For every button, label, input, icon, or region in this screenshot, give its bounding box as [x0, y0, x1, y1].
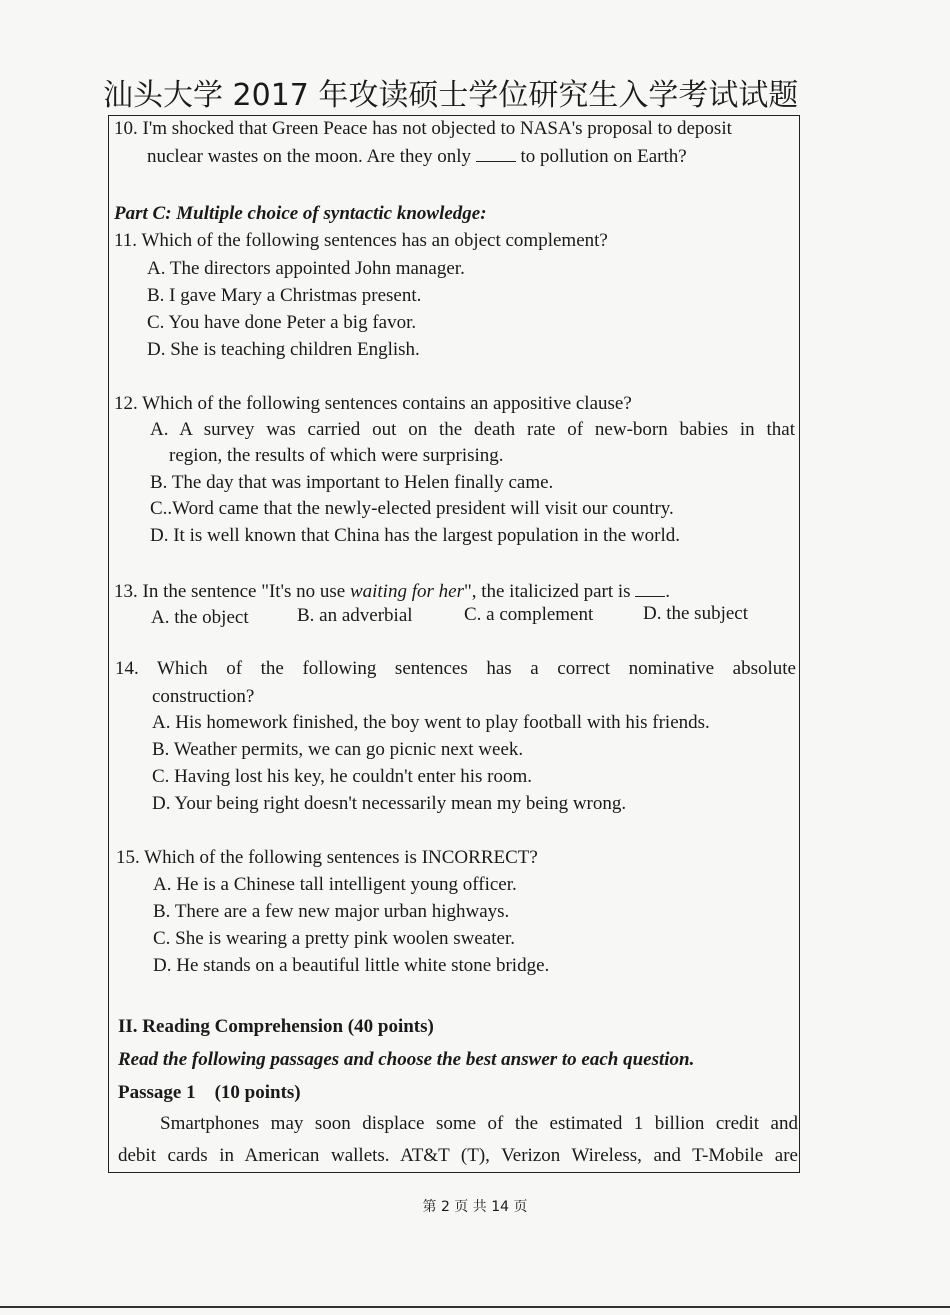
q10-answer-blank	[476, 145, 516, 162]
q14-option-b: B. Weather permits, we can go picnic next week.	[152, 739, 524, 760]
q13-stem	[114, 580, 670, 603]
q13-option-a: A. the object	[151, 607, 249, 628]
q13-option-c: C. a complement	[464, 604, 594, 625]
q10-line2-a: nuclear wastes on the moon. Are they only	[147, 146, 471, 167]
q14-option-c: C. Having lost his key, he couldn't enter his room.	[152, 766, 533, 787]
q15-stem: 15. Which of the following sentences is INCORRECT?	[116, 847, 538, 868]
passage-1-line2: debit cards in American wallets. AT&T (T), Verizon Wireless, and T-Mobile are	[118, 1145, 798, 1166]
q15-option-d: D. He stands on a beautiful little white stone bridge.	[153, 955, 550, 976]
q10-line2-b: to pollution on Earth?	[520, 146, 687, 167]
q13-stem-b: ", the italicized part is	[463, 581, 631, 602]
passage-1-title: Passage 1 (10 points)	[118, 1082, 301, 1103]
q15-option-a: A. He is a Chinese tall intelligent young officer.	[153, 874, 517, 895]
page-footer: 第 2 页 共 14 页	[422, 1199, 528, 1215]
q12-stem: 12. Which of the following sentences contains an appositive clause?	[114, 393, 632, 414]
q10-line1: 10. I'm shocked that Green Peace has not objected to NASA's proposal to deposit	[114, 118, 732, 139]
q13-stem-a: 13. In the sentence "It's no use	[114, 581, 350, 602]
q13-option-b: B. an adverbial	[297, 605, 413, 626]
exam-title: 汕头大学 2017 年攻读硕士学位研究生入学考试试题	[103, 78, 799, 113]
q14-stem-line2: construction?	[152, 686, 255, 707]
q12-option-c: C..Word came that the newly-elected president will visit our country.	[150, 498, 674, 519]
q15-option-b: B. There are a few new major urban highways.	[153, 901, 510, 922]
q11-option-c: C. You have done Peter a big favor.	[147, 312, 417, 333]
q11-option-d: D. She is teaching children English.	[147, 339, 420, 360]
q10-line2	[147, 145, 687, 168]
q14-option-d: D. Your being right doesn't necessarily mean my being wrong.	[152, 793, 627, 814]
q13-option-d: D. the subject	[643, 603, 749, 624]
passage-1-line1: Smartphones may soon displace some of the estimated 1 billion credit and	[160, 1113, 798, 1134]
q11-option-b: B. I gave Mary a Christmas present.	[147, 285, 422, 306]
q13-stem-italic: waiting for her	[349, 581, 464, 602]
section-2-instruction: Read the following passages and choose the best answer to each question.	[118, 1049, 695, 1070]
q12-option-d: D. It is well known that China has the largest population in the world.	[150, 525, 680, 546]
q13-answer-blank	[635, 580, 665, 597]
q15-option-c: C. She is wearing a pretty pink woolen sweater.	[153, 928, 515, 949]
q12-option-b: B. The day that was important to Helen finally came.	[150, 472, 554, 493]
q14-option-a: A. His homework finished, the boy went to play football with his friends.	[152, 712, 710, 733]
q13-stem-end: .	[665, 581, 671, 602]
q11-stem: 11. Which of the following sentences has an object complement?	[114, 230, 608, 251]
q14-stem-line1: 14. Which of the following sentences has a correct nominative absolute	[115, 658, 796, 679]
q11-option-a: A. The directors appointed John manager.	[147, 258, 465, 279]
part-c-heading: Part C: Multiple choice of syntactic knowledge:	[114, 203, 487, 224]
q12-option-a-line1: A. A survey was carried out on the death rate of new-born babies in that	[150, 419, 795, 440]
q12-option-a-line2: region, the results of which were surprising.	[169, 445, 504, 466]
bottom-scan-edge	[0, 1306, 950, 1308]
section-2-heading: II. Reading Comprehension (40 points)	[118, 1016, 434, 1037]
